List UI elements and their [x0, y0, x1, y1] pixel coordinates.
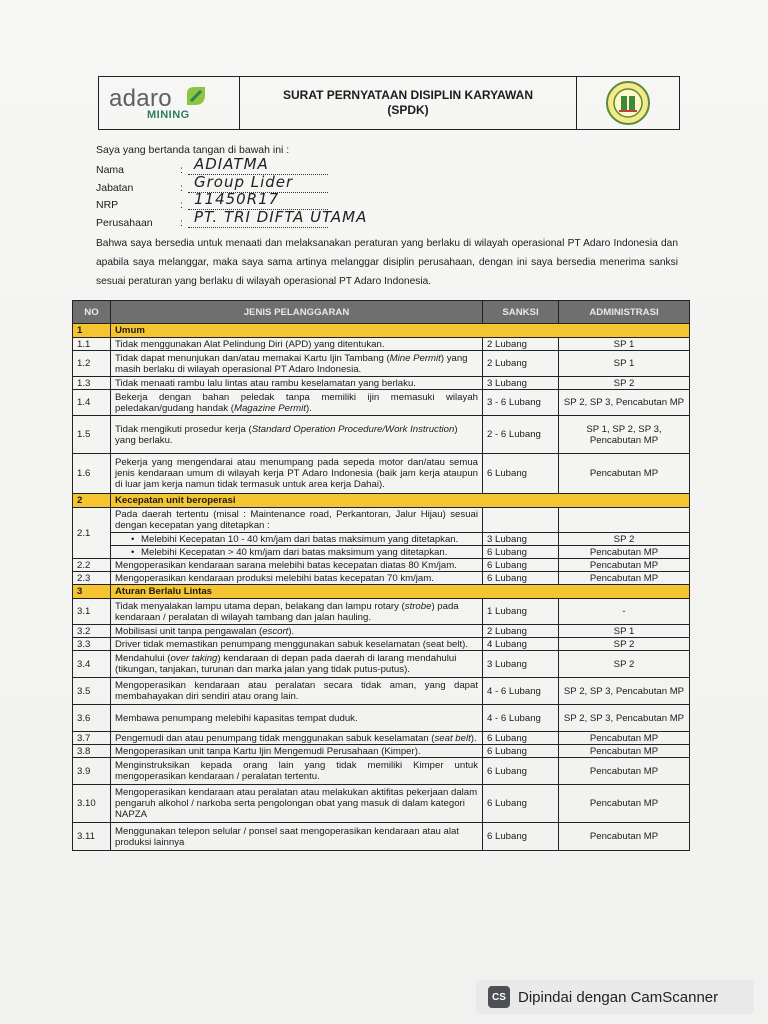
table-row	[73, 533, 690, 546]
row-no: 3.9	[73, 758, 111, 785]
row-adm: SP 2	[559, 638, 690, 651]
desc-italic: strobe	[404, 600, 432, 612]
dotted-line	[188, 227, 328, 228]
table-row	[73, 454, 690, 494]
row-no: 3.6	[73, 705, 111, 732]
section-row	[73, 585, 690, 599]
camscanner-text: Dipindai dengan CamScanner	[518, 988, 719, 1006]
desc-part: Tidak menyalakan lampu utama depan, belakang dan lampu rotary (	[115, 600, 405, 612]
row-desc: Membawa penumpang melebihi kapasitas tempat duduk.	[111, 705, 483, 732]
section-title: Aturan Berlalu Lintas	[111, 585, 690, 599]
row-no: 2.1	[73, 508, 111, 559]
desc-part: ).	[470, 732, 477, 744]
row-no: 1.3	[73, 377, 111, 390]
row-desc: Pada daerah tertentu (misal : Maintenance road, Perkantoran, Jalur Hijau) sesuai dengan kecepatan yang ditetapkan :	[111, 508, 483, 533]
row-sanksi: 6 Lubang	[483, 559, 559, 572]
row-sanksi: 2 Lubang	[483, 351, 559, 377]
field-colon: :	[180, 182, 183, 194]
row-adm: Pencabutan MP	[559, 559, 690, 572]
row-sanksi: 4 Lubang	[483, 638, 559, 651]
table-row	[73, 338, 690, 351]
table-row	[73, 390, 690, 416]
desc-part: ) yang berlaku.	[115, 423, 458, 446]
row-sanksi: 4 - 6 Lubang	[483, 705, 559, 732]
row-no: 1.4	[73, 390, 111, 416]
section-title: Umum	[111, 324, 690, 338]
row-desc: Menggunakan telepon selular / ponsel saat mengoperasikan kendaraan atau alat produksi lainnya	[111, 823, 483, 851]
row-adm: Pencabutan MP	[559, 758, 690, 785]
camscanner-watermark	[476, 980, 754, 1014]
row-adm: SP 1, SP 2, SP 3, Pencabutan MP	[559, 416, 690, 454]
row-sanksi: 6 Lubang	[483, 758, 559, 785]
row-no: 2.2	[73, 559, 111, 572]
section-row	[73, 494, 690, 508]
field-colon: :	[180, 164, 183, 176]
violations-table	[72, 300, 690, 851]
seal-container	[577, 77, 679, 129]
table-row	[73, 732, 690, 745]
row-desc	[111, 599, 483, 625]
row-sanksi: 3 Lubang	[483, 377, 559, 390]
row-no: 3.1	[73, 599, 111, 625]
row-sanksi: 6 Lubang	[483, 745, 559, 758]
table-row	[73, 823, 690, 851]
desc-part: Tidak mengikuti prosedur kerja (	[115, 423, 252, 435]
row-desc: Tidak menggunakan Alat Pelindung Diri (APD) yang ditentukan.	[111, 338, 483, 351]
row-adm: Pencabutan MP	[559, 732, 690, 745]
row-sanksi: 2 - 6 Lubang	[483, 416, 559, 454]
row-sanksi-empty	[483, 508, 559, 533]
desc-part: ).	[305, 402, 312, 414]
row-sanksi: 2 Lubang	[483, 338, 559, 351]
desc-part: Bekerja dengan bahan peledak tanpa memiliki ijin memasuki wilayah peledakan/gudang handak (	[115, 391, 478, 414]
logo-wordmark: adaro	[109, 85, 172, 112]
document-header	[98, 76, 680, 130]
row-sanksi: 3 Lubang	[483, 651, 559, 678]
handwritten-nrp: 11450R17	[194, 190, 280, 208]
handwritten-name: ADIATMA	[194, 155, 269, 173]
row-desc: Driver tidak memastikan penumpang menggunakan sabuk keselamatan (seat belt).	[111, 638, 483, 651]
field-label: Jabatan	[96, 182, 134, 194]
row-adm: Pencabutan MP	[559, 454, 690, 494]
row-adm: SP 2	[559, 651, 690, 678]
desc-part: Mobilisasi unit tanpa pengawalan (	[115, 625, 263, 637]
row-no: 3.3	[73, 638, 111, 651]
row-no: 1.1	[73, 338, 111, 351]
row-adm: SP 2, SP 3, Pencabutan MP	[559, 705, 690, 732]
row-sanksi: 6 Lubang	[483, 572, 559, 585]
row-sanksi: 3 - 6 Lubang	[483, 390, 559, 416]
row-desc	[111, 390, 483, 416]
table-row	[73, 572, 690, 585]
table-row	[73, 377, 690, 390]
table-row	[73, 758, 690, 785]
row-no: 1.6	[73, 454, 111, 494]
field-label: Perusahaan	[96, 217, 153, 229]
section-title: Kecepatan unit beroperasi	[111, 494, 690, 508]
header-administrasi: ADMINISTRASI	[559, 301, 690, 324]
handwritten-position: Group Lider	[194, 173, 294, 191]
row-adm: SP 2, SP 3, Pencabutan MP	[559, 678, 690, 705]
row-adm: Pencabutan MP	[559, 546, 690, 559]
camscanner-icon: CS	[488, 986, 510, 1008]
row-desc	[111, 416, 483, 454]
table-row	[73, 416, 690, 454]
desc-italic: escort	[262, 625, 289, 637]
table-row	[73, 638, 690, 651]
row-desc-bullet: • Melebihi Kecepatan 10 - 40 km/jam dari batas maksimum yang ditetapkan.	[111, 533, 483, 546]
row-adm: Pencabutan MP	[559, 745, 690, 758]
row-adm: SP 2, SP 3, Pencabutan MP	[559, 390, 690, 416]
table-header-row	[73, 301, 690, 324]
row-sanksi: 4 - 6 Lubang	[483, 678, 559, 705]
row-adm: SP 2	[559, 533, 690, 546]
row-desc: Tidak menaati rambu lalu lintas atau rambu keselamatan yang berlaku.	[111, 377, 483, 390]
section-no: 3	[73, 585, 111, 599]
logo-subtitle: MINING	[147, 109, 190, 121]
desc-part: Tidak dapat menunjukan dan/atau memakai Kartu Ijin Tambang (	[115, 352, 390, 364]
row-adm: Pencabutan MP	[559, 572, 690, 585]
row-no: 2.3	[73, 572, 111, 585]
table-row	[73, 651, 690, 678]
row-adm: Pencabutan MP	[559, 823, 690, 851]
row-no: 3.11	[73, 823, 111, 851]
document-title	[240, 77, 577, 129]
row-sanksi: 6 Lubang	[483, 785, 559, 823]
title-line-2: (SPDK)	[387, 103, 429, 117]
row-no: 3.7	[73, 732, 111, 745]
row-adm: Pencabutan MP	[559, 785, 690, 823]
header-no: NO	[73, 301, 111, 324]
row-sanksi: 2 Lubang	[483, 625, 559, 638]
table-row	[73, 351, 690, 377]
field-label: NRP	[96, 199, 119, 211]
row-adm: SP 1	[559, 625, 690, 638]
row-adm-empty	[559, 508, 690, 533]
row-no: 3.2	[73, 625, 111, 638]
header-sanksi: SANKSI	[483, 301, 559, 324]
row-desc: Pekerja yang mengendarai atau menumpang pada sepeda motor dan/atau semua jenis kendaraan umum di wilayah kerja PT Adaro Indonesia (baik jam kerja ataupun di luar jam kerja namun tidak termasuk untuk area kerja Dahai).	[111, 454, 483, 494]
company-seal-icon	[605, 80, 651, 126]
table-row	[73, 745, 690, 758]
row-desc: Mengoperasikan kendaraan atau peralatan secara tidak aman, yang dapat membahayakan diri sendiri atau orang lain.	[111, 678, 483, 705]
table-row	[73, 705, 690, 732]
row-desc: Mengoperasikan kendaraan sarana melebihi batas kecepatan diatas 80 Km/jam.	[111, 559, 483, 572]
table-row	[73, 508, 690, 533]
row-sanksi: 6 Lubang	[483, 732, 559, 745]
desc-part: ) yang masih berlaku di wilayah operasional PT Adaro Indonesia.	[115, 352, 468, 375]
section-no: 2	[73, 494, 111, 508]
table-row	[73, 559, 690, 572]
desc-italic: Standard Operation Procedure/Work Instruction	[251, 423, 455, 435]
logo-leaf-icon	[183, 83, 209, 109]
table-row	[73, 785, 690, 823]
title-line-1: SURAT PERNYATAAN DISIPLIN KARYAWAN	[282, 88, 534, 102]
row-desc	[111, 651, 483, 678]
statement-paragraph: Bahwa saya bersedia untuk menaati dan melaksanakan peraturan yang berlaku di wilayah operasional PT Adaro Indonesia dan apabila saya melanggar, maka saya sama artinya melanggar disiplin perusahaan, dengan ini saya bersedia menerima sanksi sesuai peraturan yang berlaku di wilayah operasional PT Adaro Indonesia.	[96, 238, 678, 287]
desc-italic: Magazine Permit	[233, 402, 306, 414]
row-no: 3.8	[73, 745, 111, 758]
section-no: 1	[73, 324, 111, 338]
desc-italic: Mine Permit	[389, 352, 441, 364]
row-no: 3.5	[73, 678, 111, 705]
row-no: 3.10	[73, 785, 111, 823]
desc-part: ) kendaraan di depan pada daerah di larang mendahului (tikungan, tanjakan, turunan dan marka jalan yang tidak putus-putus).	[115, 653, 457, 675]
row-sanksi: 6 Lubang	[483, 454, 559, 494]
row-desc: Mengoperasikan kendaraan atau peralatan atau melakukan aktifitas pekerjaan dalam pengaruh alkohol / narkoba serta pengolongan obat yang masuk di dalam kategori NAPZA	[111, 785, 483, 823]
section-row	[73, 324, 690, 338]
field-label: Nama	[96, 164, 125, 176]
row-sanksi: 1 Lubang	[483, 599, 559, 625]
table-row	[73, 678, 690, 705]
desc-italic: over taking	[170, 653, 218, 664]
row-adm: SP 1	[559, 338, 690, 351]
row-sanksi: 6 Lubang	[483, 823, 559, 851]
table-row	[73, 625, 690, 638]
row-adm: SP 2	[559, 377, 690, 390]
table-row	[73, 599, 690, 625]
row-sanksi: 6 Lubang	[483, 546, 559, 559]
desc-part: Pengemudi dan atau penumpang tidak menggunakan sabuk keselamatan (	[115, 732, 435, 744]
row-desc-bullet: • Melebihi Kecepatan > 40 km/jam dari batas maksimum yang ditetapkan.	[111, 546, 483, 559]
row-desc	[111, 732, 483, 745]
handwritten-company: PT. TRI DIFTA UTAMA	[194, 208, 368, 226]
row-desc	[111, 625, 483, 638]
desc-part: ).	[288, 625, 295, 637]
row-no: 1.5	[73, 416, 111, 454]
row-desc: Mengoperasikan unit tanpa Kartu Ijin Mengemudi Perusahaan (Kimper).	[111, 745, 483, 758]
row-adm: SP 1	[559, 351, 690, 377]
row-sanksi: 3 Lubang	[483, 533, 559, 546]
row-desc	[111, 351, 483, 377]
desc-italic: seat belt	[434, 732, 471, 744]
row-no: 1.2	[73, 351, 111, 377]
table-row	[73, 546, 690, 559]
row-desc: Menginstruksikan kepada orang lain yang tidak memiliki Kimper untuk mengoperasikan kendaraan / peralatan tertentu.	[111, 758, 483, 785]
field-colon: :	[180, 199, 183, 211]
intro-text: Saya yang bertanda tangan di bawah ini :	[96, 144, 290, 156]
header-jenis: JENIS PELANGGARAN	[111, 301, 483, 324]
row-desc: Mengoperasikan kendaraan produksi melebihi batas kecepatan 70 km/jam.	[111, 572, 483, 585]
desc-part: ) pada kendaraan / peralatan di wilayah tambang dan jalan hauling.	[115, 600, 459, 623]
row-adm: -	[559, 599, 690, 625]
adaro-logo	[99, 77, 240, 129]
desc-part: Mendahului (	[115, 653, 171, 664]
field-colon: :	[180, 217, 183, 229]
row-no: 3.4	[73, 651, 111, 678]
